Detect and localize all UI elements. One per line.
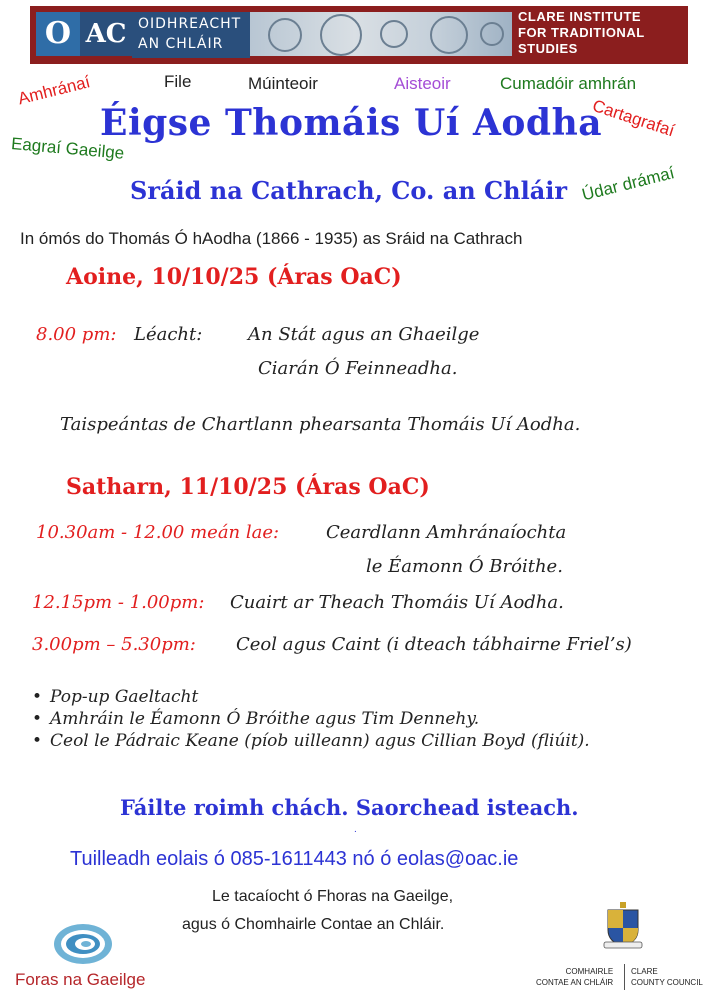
lecture-speaker: Ciarán Ó Feinneadha. (258, 358, 458, 379)
saturday-item-1-time: 10.30am - 12.00 meán lae: (36, 522, 280, 543)
oac-logo-ac: AC (80, 12, 132, 56)
list-item: • Pop-up Gaeltacht (30, 686, 590, 708)
institute-line-2: FOR TRADITIONAL (518, 25, 645, 40)
lecture-title: An Stát agus an Ghaeilge (248, 324, 480, 345)
word-muinteoir: Múinteoir (248, 74, 318, 93)
support-line-1: Le tacaíocht ó Fhoras na Gaeilge, (212, 888, 454, 905)
council-divider (624, 964, 625, 990)
support-line-2: agus ó Chomhairle Contae an Chláir. (182, 916, 445, 933)
bullet-list (30, 686, 590, 752)
council-name-irish (536, 966, 613, 988)
saturday-item-1-text2: le Éamonn Ó Bróithe. (366, 556, 563, 577)
institute-name (518, 9, 688, 57)
word-udar: Údar drámaí (580, 163, 677, 205)
council-right-line-1: CLARE (631, 967, 658, 976)
header-banner (30, 6, 688, 64)
saturday-item-1-text: Ceardlann Amhránaíochta (326, 522, 567, 543)
council-right-line-2: COUNTY COUNCIL (631, 978, 703, 987)
foras-na-gaeilge-name: Foras na Gaeilge (15, 970, 146, 989)
word-cumadoir: Cumadóir amhrán (500, 74, 637, 93)
friday-heading: Aoine, 10/10/25 (Áras OaC) (66, 264, 402, 290)
council-left-line-2: CONTAE AN CHLÁIR (536, 978, 614, 987)
council-crest-icon (600, 900, 646, 950)
word-aisteoir: Aisteoir (394, 74, 451, 93)
tribute-line: In ómós do Thomás Ó hAodha (1866 - 1935) as Sráid na Cathrach (20, 229, 523, 248)
oac-logo-o: O (36, 12, 80, 56)
word-amhranai: Amhránaí (16, 72, 93, 109)
contact-info: Tuilleadh eolais ó 085-1611443 nó ó eolas@oac.ie (70, 848, 519, 870)
word-file: File (164, 72, 192, 91)
council-name-english (631, 966, 703, 988)
institute-line-3: STUDIES (518, 41, 578, 56)
word-eagrai: Eagraí Gaeilge (10, 134, 125, 163)
oac-logo-text (132, 12, 250, 58)
exhibition-line: Taispeántas de Chartlann phearsanta Thomáis Uí Aodha. (60, 414, 581, 435)
swirl-logo-icon (52, 922, 114, 966)
friday-kind: Léacht: (134, 324, 203, 345)
separator-dot: . (354, 824, 357, 835)
saturday-item-2-text: Cuairt ar Theach Thomáis Uí Aodha. (230, 592, 564, 613)
banner-art-image (250, 12, 512, 56)
list-item: • Ceol le Pádraic Keane (píob uilleann) agus Cillian Boyd (fliúit). (30, 730, 590, 752)
welcome-line: Fáilte roimh chách. Saorchead isteach. (120, 795, 579, 820)
council-left-line-1: COMHAIRLE (565, 967, 614, 976)
saturday-heading: Satharn, 11/10/25 (Áras OaC) (66, 474, 430, 500)
word-cartagrafai: Cartagrafaí (590, 96, 677, 141)
saturday-item-3-text: Ceol agus Caint (i dteach tábhairne Friel’s) (236, 634, 632, 655)
friday-time: 8.00 pm: (36, 324, 117, 345)
saturday-item-3-time: 3.00pm – 5.30pm: (32, 634, 196, 655)
logo-line-1: OIDHREACHT (138, 16, 242, 32)
logo-line-2: AN CHLÁIR (138, 36, 224, 52)
saturday-item-2-time: 12.15pm - 1.00pm: (32, 592, 205, 613)
institute-line-1: CLARE INSTITUTE (518, 9, 642, 24)
page-title: Éigse Thomáis Uí Aodha (100, 102, 603, 144)
list-item: • Amhráin le Éamonn Ó Bróithe agus Tim Dennehy. (30, 708, 590, 730)
location-subtitle: Sráid na Cathrach, Co. an Chláir (130, 176, 568, 205)
